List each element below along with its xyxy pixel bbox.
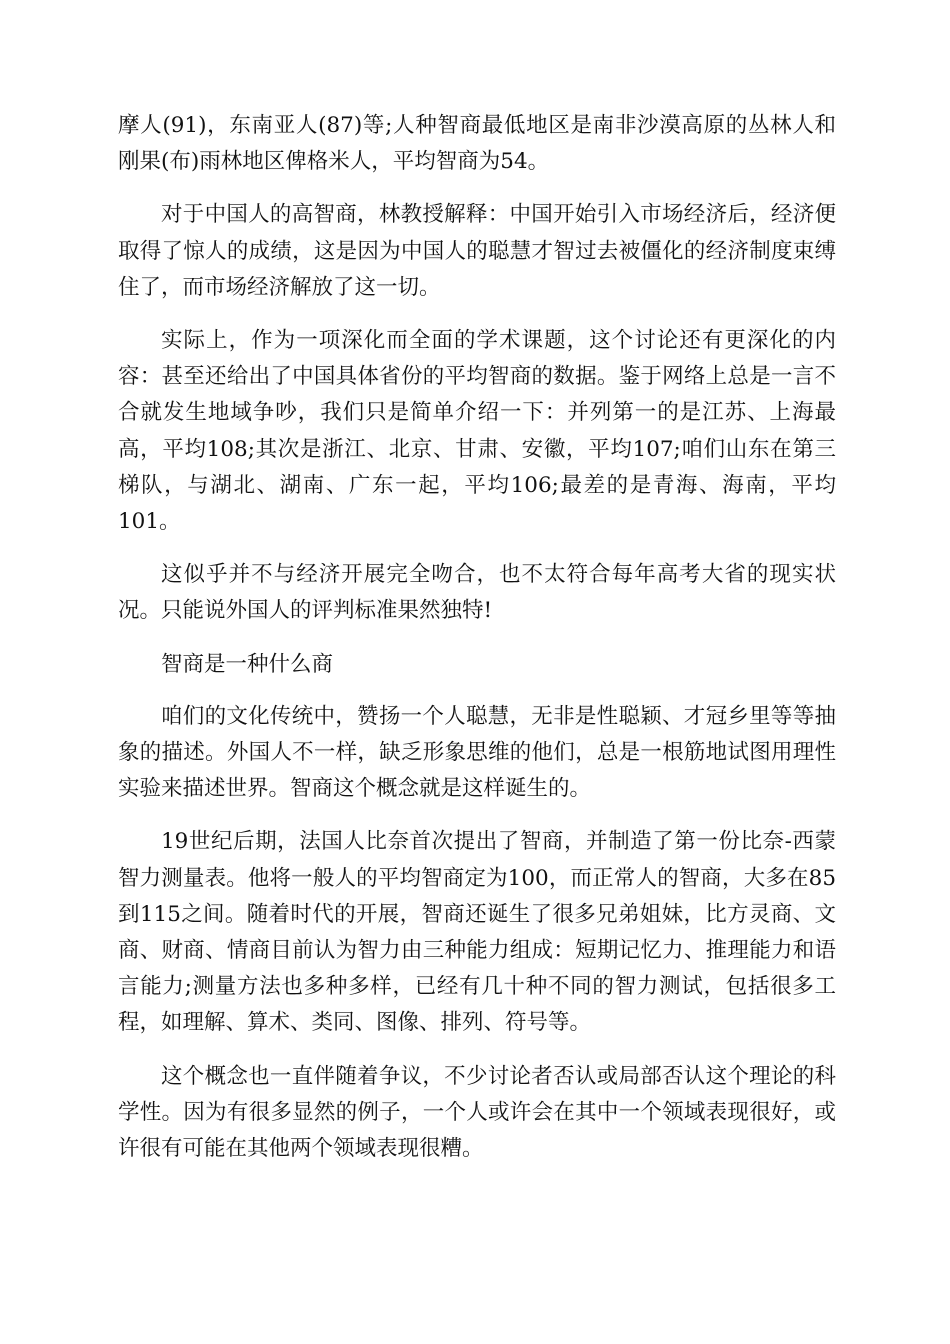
paragraph-controversy: 这个概念也一直伴随着争议，不少讨论者否认或局部否认这个理论的科学性。因为有很多显然的例子，一个人或许会在其中一个领域表现很好，或许很有可能在其他两个领域表现很糟。 [118, 1063, 836, 1162]
paragraph-province-iq: 实际上，作为一项深化而全面的学术课题，这个讨论还有更深化的内容：甚至还给出了中国具体省份的平均智商的数据。鉴于网络上总是一言不合就发生地域争吵，我们只是简单介绍一下：并列第一的是江苏、上海最高，平均108;其次是浙江、北京、甘肃、安徽，平均107;咱们山东在第三梯队，与湖北、湖南、广东一起，平均106;最差的是青海、海南，平均101。 [118, 328, 836, 535]
paragraph-iq-history: 19世纪后期，法国人比奈首次提出了智商，并制造了第一份比奈-西蒙智力测量表。他将一般人的平均智商定为100，而正常人的智商，大多在85到115之间。随着时代的开展，智商还诞生了很多兄弟姐妹，比方灵商、文商、财商、情商目前认为智力由三种能力组成：短期记忆力、推理能力和语言能力;测量方法也多种多样，已经有几十种不同的智力测试，包括很多工程，如理解、算术、类同、图像、排列、符号等。 [118, 829, 836, 1036]
section-heading: 智商是一种什么商 [161, 651, 334, 677]
paragraph-cultural-tradition: 咱们的文化传统中，赞扬一个人聪慧，无非是性聪颖、才冠乡里等等抽象的描述。外国人不一样，缺乏形象思维的他们，总是一根筋地试图用理性实验来描述世界。智商这个概念就是这样诞生的。 [118, 703, 836, 802]
paragraph-chinese-high-iq: 对于中国人的高智商，林教授解释：中国开始引入市场经济后，经济便取得了惊人的成绩，这是因为中国人的聪慧才智过去被僵化的经济制度束缚住了，而市场经济解放了这一切。 [118, 202, 836, 300]
paragraph-continuation: 摩人(91)，东南亚人(87)等;人种智商最低地区是南非沙漠高原的丛林人和刚果(布)雨林地区俾格米人，平均智商为54。 [118, 113, 836, 175]
paragraph-economy-mismatch: 这似乎并不与经济开展完全吻合，也不太符合每年高考大省的现实状况。只能说外国人的评判标准果然独特! [118, 562, 836, 624]
